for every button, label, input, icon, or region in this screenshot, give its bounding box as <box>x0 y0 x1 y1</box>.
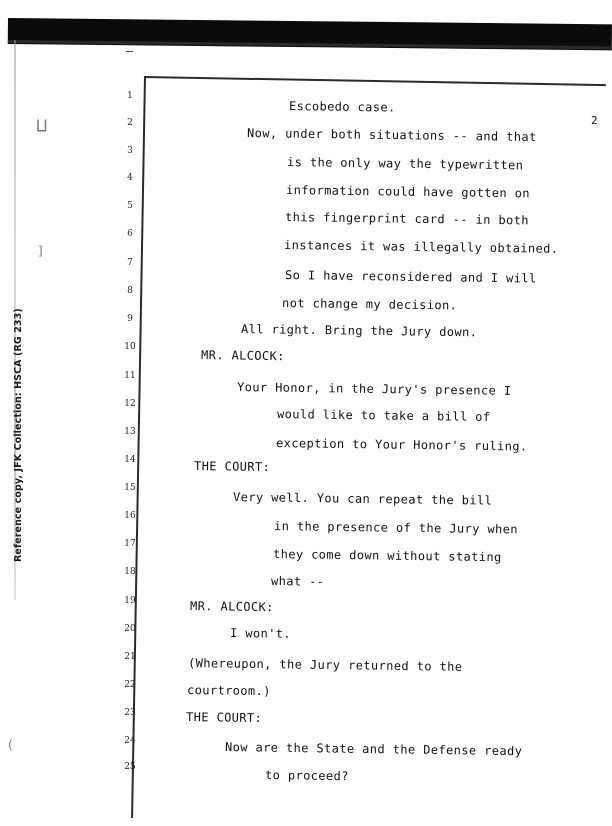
line-number: 16 <box>124 511 136 521</box>
transcript-line: they come down without stating <box>272 547 502 565</box>
line-number: 20 <box>124 624 136 634</box>
transcript-line: Your Honor, in the Jury's presence I <box>236 380 512 398</box>
speaker-label: THE COURT: <box>193 459 271 475</box>
line-number: 11 <box>124 371 136 381</box>
scan-edge-mark: ( <box>8 738 13 752</box>
speaker-label: MR. ALCOCK: <box>189 599 274 615</box>
transcript-line: exception to Your Honor's ruling. <box>275 436 528 454</box>
transcript-line: is the only way the typewritten <box>286 155 524 173</box>
line-number: 22 <box>124 680 136 690</box>
transcript-line: would like to take a bill of <box>276 407 491 424</box>
transcript-line: in the presence of the Jury when <box>273 519 519 537</box>
line-number: 5 <box>127 201 133 211</box>
line-number: 18 <box>124 567 136 577</box>
line-number: 3 <box>127 146 133 156</box>
line-number: 24 <box>124 736 136 746</box>
transcript-line: (Whereupon, the Jury returned to the <box>187 656 463 674</box>
line-number: 14 <box>124 455 136 465</box>
transcript-line: to proceed? <box>264 768 349 784</box>
line-number: 8 <box>127 286 133 296</box>
line-number: 6 <box>127 229 133 239</box>
transcript-line: instances it was illegally obtained. <box>283 238 559 256</box>
transcript-line: courtroom.) <box>186 683 271 699</box>
transcript-line: I won't. <box>229 626 292 641</box>
speaker-label: THE COURT: <box>185 710 263 726</box>
line-number: 1 <box>127 91 133 101</box>
line-number: 10 <box>124 342 136 352</box>
line-number: 15 <box>124 483 136 493</box>
line-number: 2 <box>127 118 133 128</box>
transcript-line: not change my decision. <box>281 296 458 313</box>
line-number: 21 <box>124 652 136 662</box>
line-number: 17 <box>124 539 136 549</box>
scan-mark <box>126 51 133 52</box>
scan-bracket-mark: ] <box>38 244 43 258</box>
line-number: 9 <box>127 314 133 324</box>
transcript-line: All right. Bring the Jury down. <box>240 322 478 340</box>
transcript-line: Now, under both situations -- and that <box>246 126 537 145</box>
line-number: 19 <box>124 596 136 606</box>
page-number: 2 <box>591 114 598 127</box>
archive-reference-label: Reference copy, JFK Collection: HSCA (RG 233) <box>13 308 24 562</box>
transcript-line: Now are the State and the Defense ready <box>224 740 523 759</box>
scan-smudge-mark: ⨿ <box>36 116 48 135</box>
line-number: 25 <box>124 762 136 772</box>
line-number: 7 <box>127 258 133 268</box>
line-number: 12 <box>124 399 136 409</box>
transcript-line: what -- <box>270 574 325 589</box>
transcript-line: Very well. You can repeat the bill <box>232 490 493 508</box>
transcript-line: So I have reconsidered and I will <box>284 268 537 286</box>
line-number: 23 <box>124 708 136 718</box>
transcript-line: Escobedo case. <box>288 99 396 115</box>
speaker-label: MR. ALCOCK: <box>200 348 285 364</box>
transcript-line: this fingerprint card -- in both <box>284 210 530 228</box>
line-number: 4 <box>127 173 133 183</box>
line-number: 13 <box>124 427 136 437</box>
transcript-line: information could have gotten on <box>285 183 531 201</box>
